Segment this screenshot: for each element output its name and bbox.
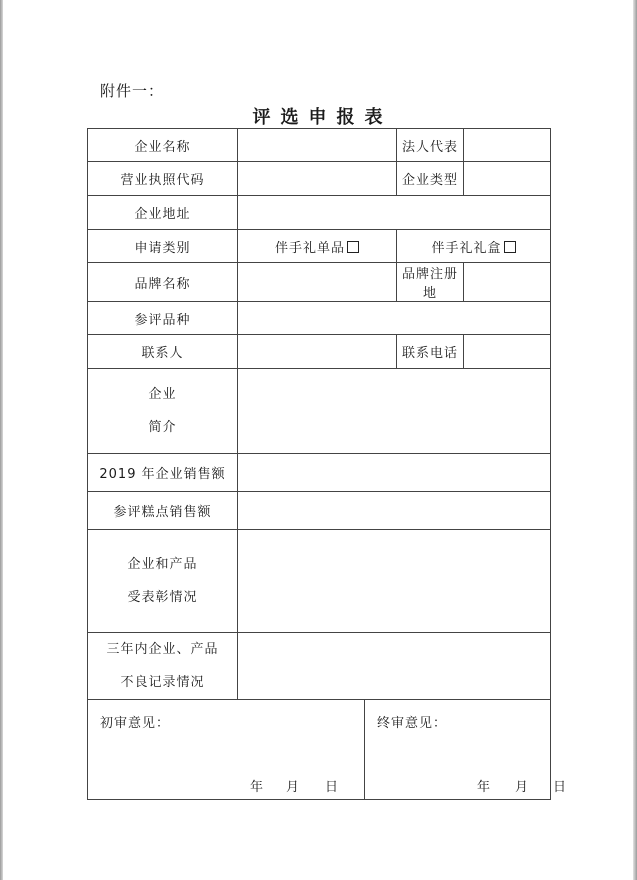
table-row: [88, 454, 551, 492]
company-type-field[interactable]: [464, 162, 551, 196]
table-row: [88, 302, 551, 335]
sales-2019-field[interactable]: [238, 454, 551, 492]
contact-person-field[interactable]: [238, 335, 397, 369]
date-month: 月: [515, 780, 530, 795]
date-year: 年: [250, 780, 265, 795]
date-day: 日: [325, 780, 340, 795]
application-form-table: [87, 128, 568, 800]
bad-record-label: 三年内企业、产品 不良记录情况: [88, 633, 238, 700]
license-code-field[interactable]: [238, 162, 397, 196]
entry-variety-field[interactable]: [238, 302, 551, 335]
apply-category-label: 申请类别: [88, 230, 238, 263]
company-name-label: 企业名称: [88, 129, 238, 162]
date-month: 月: [286, 780, 301, 795]
company-intro-label: 企业 简介: [88, 369, 238, 454]
checkbox-icon[interactable]: [504, 241, 516, 253]
brand-name-field[interactable]: [238, 263, 397, 302]
contact-phone-field[interactable]: [464, 335, 551, 369]
date-day: 日: [553, 780, 568, 795]
company-type-label: 企业类型: [397, 162, 464, 196]
final-review-cell[interactable]: [365, 700, 568, 800]
honors-label: 企业和产品 受表彰情况: [88, 530, 238, 633]
initial-review-label: 初审意见：: [100, 716, 171, 731]
option-box-label: 伴手礼礼盒: [431, 240, 502, 256]
brand-name-label: 品牌名称: [88, 263, 238, 302]
table-row: [88, 263, 551, 302]
option-box-cell[interactable]: [397, 230, 551, 263]
pastry-sales-label: 参评糕点销售额: [88, 492, 238, 530]
form-title: 评选申报表: [252, 107, 393, 128]
bad-record-field[interactable]: [238, 633, 551, 700]
legal-rep-field[interactable]: [464, 129, 551, 162]
date-year: 年: [477, 780, 492, 795]
page-edge-left: [0, 0, 3, 880]
table-row: [88, 230, 551, 263]
contact-phone-label: 联系电话: [397, 335, 464, 369]
company-address-label: 企业地址: [88, 196, 238, 230]
attachment-label: 附件一：: [100, 82, 165, 100]
final-review-label: 终审意见：: [377, 716, 448, 731]
table-row: [88, 369, 551, 454]
table-row: [88, 162, 551, 196]
pastry-sales-field[interactable]: [238, 492, 551, 530]
license-code-label: 营业执照代码: [88, 162, 238, 196]
table-row: [88, 633, 551, 700]
initial-review-cell[interactable]: [88, 700, 365, 800]
honors-field[interactable]: [238, 530, 551, 633]
company-address-field[interactable]: [238, 196, 551, 230]
option-single-cell[interactable]: [238, 230, 397, 263]
legal-rep-label: 法人代表: [397, 129, 464, 162]
checkbox-icon[interactable]: [347, 241, 359, 253]
table-row: [88, 492, 551, 530]
table-row: [88, 700, 551, 800]
brand-reg-place-field[interactable]: [464, 263, 551, 302]
company-name-field[interactable]: [238, 129, 397, 162]
entry-variety-label: 参评品种: [88, 302, 238, 335]
table-row: [88, 335, 551, 369]
contact-person-label: 联系人: [88, 335, 238, 369]
brand-reg-place-label: 品牌注册地: [397, 263, 464, 302]
table-row: [88, 196, 551, 230]
page-edge-right: [633, 0, 637, 880]
company-intro-field[interactable]: [238, 369, 551, 454]
option-single-label: 伴手礼单品: [274, 240, 345, 256]
table-row: [88, 530, 551, 633]
table-row: [88, 129, 551, 162]
sales-2019-label: 2019 年企业销售额: [88, 454, 238, 492]
